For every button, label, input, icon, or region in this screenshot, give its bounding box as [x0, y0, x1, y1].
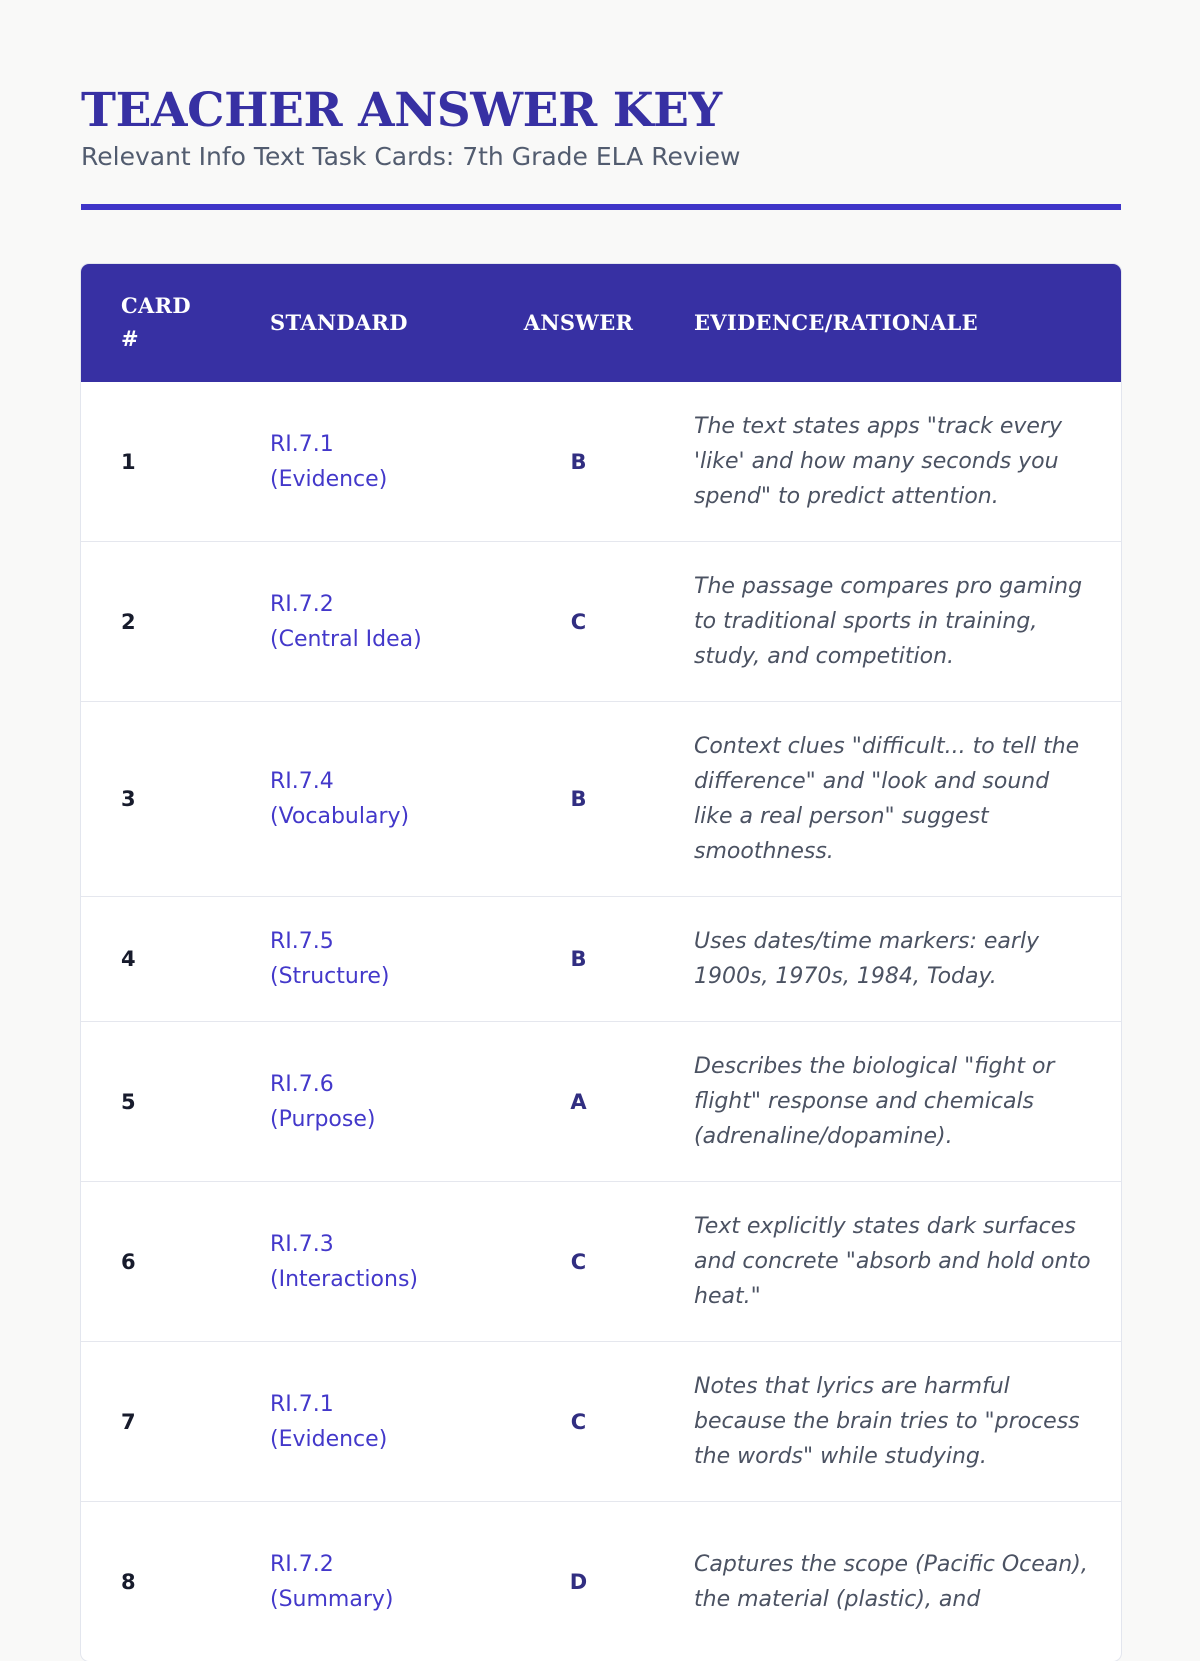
answer-letter: B: [481, 897, 676, 1022]
table-row: [81, 542, 1121, 702]
column-header-card: CARD #: [81, 264, 252, 382]
standard-cell: [252, 1022, 481, 1182]
evidence-text: Notes that lyrics are harmful because the brain tries to "process the words" while studying.: [676, 1342, 1121, 1502]
standard-code: RI.7.1: [270, 427, 463, 462]
evidence-text: The text states apps "track every 'like' and how many seconds you spend" to predict attention.: [676, 382, 1121, 542]
answer-key-page: [81, 82, 1121, 1661]
card-number: 8: [81, 1502, 252, 1661]
answer-table-container: [81, 264, 1121, 1661]
standard-label: (Evidence): [270, 1422, 463, 1457]
answer-letter: B: [481, 702, 676, 897]
card-number: 2: [81, 542, 252, 702]
answer-letter: C: [481, 542, 676, 702]
standard-code: RI.7.1: [270, 1387, 463, 1422]
standard-code: RI.7.3: [270, 1227, 463, 1262]
page-title: TEACHER ANSWER KEY: [81, 82, 1121, 140]
standard-code: RI.7.5: [270, 924, 463, 959]
standard-cell: [252, 1342, 481, 1502]
standard-label: (Interactions): [270, 1262, 463, 1297]
answer-letter: D: [481, 1502, 676, 1661]
answer-letter: B: [481, 382, 676, 542]
standard-cell: [252, 542, 481, 702]
standard-label: (Vocabulary): [270, 799, 463, 834]
evidence-text: Context clues "difficult... to tell the difference" and "look and sound like a real person" suggest smoothness.: [676, 702, 1121, 897]
card-number: 5: [81, 1022, 252, 1182]
standard-label: (Structure): [270, 959, 463, 994]
column-header-standard: STANDARD: [252, 264, 481, 382]
table-header-row: [81, 264, 1121, 382]
standard-cell: [252, 702, 481, 897]
standard-cell: [252, 382, 481, 542]
table-row: [81, 702, 1121, 897]
page-subtitle: Relevant Info Text Task Cards: 7th Grade ELA Review: [81, 140, 1121, 174]
table-row: [81, 897, 1121, 1022]
column-header-evidence: EVIDENCE/RATIONALE: [676, 264, 1121, 382]
title-divider: [81, 204, 1121, 210]
standard-code: RI.7.2: [270, 1547, 463, 1582]
evidence-text: Captures the scope (Pacific Ocean), the material (plastic), and: [676, 1502, 1121, 1661]
table-row: [81, 1182, 1121, 1342]
standard-cell: [252, 897, 481, 1022]
answer-letter: A: [481, 1022, 676, 1182]
answer-letter: C: [481, 1182, 676, 1342]
standard-cell: [252, 1502, 481, 1661]
standard-label: (Evidence): [270, 462, 463, 497]
standard-code: RI.7.2: [270, 587, 463, 622]
standard-label: (Central Idea): [270, 622, 463, 657]
standard-label: (Summary): [270, 1582, 463, 1617]
standard-label: (Purpose): [270, 1102, 463, 1137]
table-row: [81, 1022, 1121, 1182]
card-number: 1: [81, 382, 252, 542]
answer-letter: C: [481, 1342, 676, 1502]
column-header-answer: ANSWER: [481, 264, 676, 382]
evidence-text: Uses dates/time markers: early 1900s, 1970s, 1984, Today.: [676, 897, 1121, 1022]
table-row: [81, 1502, 1121, 1661]
card-number: 4: [81, 897, 252, 1022]
card-number: 3: [81, 702, 252, 897]
evidence-text: Text explicitly states dark surfaces and concrete "absorb and hold onto heat.": [676, 1182, 1121, 1342]
standard-code: RI.7.6: [270, 1067, 463, 1102]
standard-code: RI.7.4: [270, 764, 463, 799]
table-row: [81, 382, 1121, 542]
standard-cell: [252, 1182, 481, 1342]
card-number: 7: [81, 1342, 252, 1502]
table-row: [81, 1342, 1121, 1502]
answer-table: [81, 264, 1121, 1661]
card-number: 6: [81, 1182, 252, 1342]
evidence-text: The passage compares pro gaming to traditional sports in training, study, and competition.: [676, 542, 1121, 702]
evidence-text: Describes the biological "fight or flight" response and chemicals (adrenaline/dopamine).: [676, 1022, 1121, 1182]
